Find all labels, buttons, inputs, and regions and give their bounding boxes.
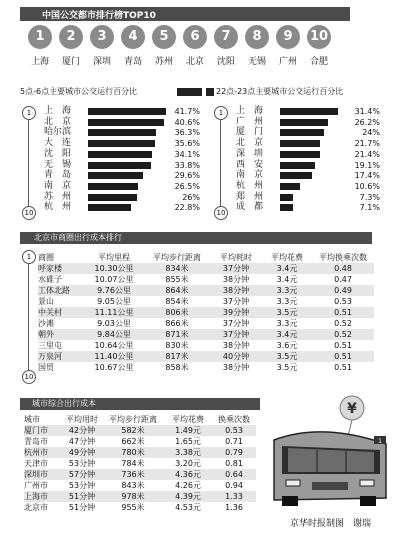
table-cell: 784米 <box>121 459 145 468</box>
table-row <box>24 469 256 480</box>
bar-row <box>44 202 204 213</box>
top10-city <box>148 25 180 67</box>
rank-city-name: 上海 <box>30 57 49 67</box>
table-header-row <box>38 252 374 263</box>
rank-number: 5 <box>152 25 176 49</box>
table-cell: 0.53 <box>225 426 243 435</box>
table-cell: 854米 <box>165 297 189 306</box>
table-cell: 49分钟 <box>68 448 96 457</box>
table-row <box>24 425 256 436</box>
bar-category: 上 海 <box>44 106 72 116</box>
table-row <box>38 285 374 296</box>
beijing-rank-bottom: 10 <box>22 370 36 384</box>
citycost-panel <box>20 398 260 528</box>
bar-value-label: 26% <box>182 192 200 202</box>
table-cell: 3.6元 <box>276 341 298 350</box>
table-cell: 0.79 <box>225 448 243 457</box>
table-header-cell: 平均花费 <box>271 253 303 262</box>
table-cell: 3.4元 <box>276 330 298 339</box>
bar-category: 沈 阳 <box>44 148 72 159</box>
bar <box>280 172 312 179</box>
bar <box>88 172 143 179</box>
top10-city <box>24 25 56 67</box>
table-cell: 景山 <box>38 297 54 306</box>
bar-row <box>236 149 381 160</box>
chart-right-bars <box>236 106 381 216</box>
bar-row <box>44 181 204 192</box>
table-cell: 3.38元 <box>175 448 201 457</box>
table-cell: 国贸 <box>38 363 54 372</box>
table-cell: 呼家楼 <box>38 264 62 273</box>
rank-number: 1 <box>28 25 52 49</box>
bar-row <box>236 181 381 192</box>
bar-row <box>44 149 204 160</box>
rank-city-name: 厦门 <box>61 57 80 67</box>
top10-city <box>117 25 149 67</box>
table-cell: 37分钟 <box>222 264 250 273</box>
bar-row <box>236 192 381 203</box>
citycost-table <box>24 414 256 513</box>
top10-panel <box>20 7 378 91</box>
bar-value-label: 24% <box>362 128 380 138</box>
table-row <box>24 458 256 469</box>
bar-value-label: 26.5% <box>174 181 200 191</box>
table-cell: 1.65元 <box>175 437 201 446</box>
table-cell: 51分钟 <box>68 503 96 512</box>
bar-row <box>44 170 204 181</box>
bar-value-label: 31.4% <box>354 107 380 116</box>
table-cell: 9.84公里 <box>97 330 131 339</box>
bar-value-label: 36.3% <box>174 128 200 138</box>
beijing-title: 北京市商圈出行成本排行 <box>34 233 122 242</box>
table-cell: 3.4元 <box>276 275 298 284</box>
bar-value-label: 10.6% <box>354 181 380 191</box>
table-header-cell: 商圈 <box>38 253 54 262</box>
table-row <box>38 351 374 362</box>
rank-city-name: 无锡 <box>247 57 266 67</box>
table-cell: 4.26元 <box>175 481 201 490</box>
table-cell: 843米 <box>121 481 145 490</box>
rank-number: 7 <box>214 25 238 49</box>
table-cell: 水碓子 <box>38 275 62 284</box>
bar <box>88 183 138 190</box>
table-cell: 青岛市 <box>24 437 48 446</box>
table-cell: 817米 <box>165 352 189 361</box>
bar-row <box>44 160 204 171</box>
bar-row <box>236 170 381 181</box>
table-cell: 0.51 <box>334 308 352 317</box>
table-cell: 3.3元 <box>276 286 298 295</box>
bar-value-label: 21.4% <box>354 149 380 159</box>
table-header-cell: 平均换乘次数 <box>319 253 367 262</box>
bar-category: 哈尔滨 <box>44 127 72 138</box>
top10-city <box>210 25 242 67</box>
subhead-right-bar <box>206 88 214 96</box>
table-header-row <box>24 414 256 425</box>
table-row <box>24 447 256 458</box>
bar <box>280 194 293 201</box>
beijing-panel <box>20 232 378 388</box>
left-rank-top: 1 <box>22 106 36 120</box>
credit-text: 京华时报制图 谢瑞 <box>290 519 372 529</box>
top10-city <box>241 25 273 67</box>
table-cell: 0.64 <box>225 470 243 479</box>
table-header-cell: 城市 <box>24 415 40 424</box>
table-cell: 11.11公里 <box>94 308 134 317</box>
subhead-left <box>20 86 204 98</box>
bus-route-number: 1 <box>378 438 382 445</box>
table-cell: 9.03公里 <box>97 319 131 328</box>
table-cell: 0.51 <box>334 341 352 350</box>
table-cell: 万泉河 <box>38 352 62 361</box>
right-rank-top: 1 <box>214 106 228 120</box>
table-cell: 0.49 <box>334 286 352 295</box>
bar <box>88 108 166 115</box>
bar-category: 南 京 <box>44 180 72 191</box>
table-cell: 42分钟 <box>68 426 96 435</box>
subhead-right <box>206 86 378 98</box>
bar-row <box>236 106 381 117</box>
bar-value-label: 7.3% <box>359 192 380 202</box>
table-cell: 582米 <box>121 426 145 435</box>
table-cell: 38分钟 <box>222 363 250 372</box>
table-cell: 10.64公里 <box>94 341 134 350</box>
bar-category: 青 岛 <box>44 170 72 181</box>
bar-row <box>236 202 381 213</box>
table-cell: 51分钟 <box>68 492 96 501</box>
right-rank-line <box>220 108 221 212</box>
table-row <box>24 502 256 513</box>
table-cell: 866米 <box>165 319 189 328</box>
table-cell: 736米 <box>121 470 145 479</box>
table-row <box>38 296 374 307</box>
table-cell: 37分钟 <box>222 297 250 306</box>
bar <box>280 119 328 126</box>
beijing-rank-top: 1 <box>22 250 36 264</box>
bar <box>88 162 151 169</box>
chart-right-title: 22点-23点主要城市公交运行百分比 <box>216 87 344 96</box>
table-cell: 53分钟 <box>68 459 96 468</box>
bar-row <box>44 127 204 138</box>
table-cell: 3.5元 <box>276 352 298 361</box>
table-header-cell: 平均耗时 <box>220 253 252 262</box>
bar-value-label: 19.1% <box>354 160 380 170</box>
top10-city <box>179 25 211 67</box>
table-cell: 0.81 <box>225 459 243 468</box>
rank-city-name: 广州 <box>278 57 297 67</box>
rank-number: 6 <box>183 25 207 49</box>
rank-city-name: 北京 <box>185 57 204 67</box>
bar <box>88 151 152 158</box>
rank-number: 3 <box>90 25 114 49</box>
table-cell: 39分钟 <box>222 308 250 317</box>
table-header-cell: 平均里程 <box>98 253 130 262</box>
table-cell: 3.3元 <box>276 319 298 328</box>
table-cell: 天津市 <box>24 459 48 468</box>
table-row <box>38 274 374 285</box>
table-cell: 0.53 <box>334 297 352 306</box>
table-cell: 9.76公里 <box>97 286 131 295</box>
table-row <box>24 480 256 491</box>
table-cell: 10.30公里 <box>94 264 134 273</box>
table-cell: 855米 <box>165 275 189 284</box>
table-cell: 53分钟 <box>68 481 96 490</box>
bar-value-label: 26.2% <box>354 117 380 127</box>
table-row <box>38 318 374 329</box>
table-cell: 57分钟 <box>68 470 96 479</box>
table-cell: 4.39元 <box>175 492 201 501</box>
bar-category: 广 州 <box>236 116 264 127</box>
table-cell: 830米 <box>165 341 189 350</box>
table-cell: 9.05公里 <box>97 297 131 306</box>
bar-value-label: 22.8% <box>174 203 200 213</box>
top10-title: 中国公交都市排行榜TOP10 <box>42 11 156 21</box>
bar-category: 无 锡 <box>44 159 72 170</box>
bar-value-label: 33.8% <box>174 160 200 170</box>
table-cell: 0.47 <box>334 275 352 284</box>
table-cell: 11.40公里 <box>94 352 134 361</box>
bar-category: 上 海 <box>236 106 264 116</box>
table-cell: 0.94 <box>225 481 243 490</box>
table-cell: 858米 <box>165 363 189 372</box>
table-row <box>38 340 374 351</box>
rank-city-name: 苏州 <box>154 57 173 67</box>
bar-value-label: 17.4% <box>354 171 380 181</box>
table-cell: 1.49元 <box>175 426 201 435</box>
bar-value-label: 7.1% <box>359 203 380 213</box>
table-cell: 780米 <box>121 448 145 457</box>
table-cell: 38分钟 <box>222 286 250 295</box>
rank-number: 10 <box>307 25 331 49</box>
top10-city-list <box>24 25 380 77</box>
left-rank-line <box>28 108 29 212</box>
table-cell: 10.07公里 <box>94 275 134 284</box>
table-cell: 662米 <box>121 437 145 446</box>
top10-city <box>55 25 87 67</box>
bar <box>280 140 320 147</box>
bar <box>280 183 300 190</box>
left-rank-bottom: 10 <box>22 206 36 220</box>
bar-category: 杭 州 <box>236 180 264 191</box>
chart-left-title: 5点-6点主要城市公交运行百分比 <box>20 87 138 96</box>
table-cell: 0.52 <box>334 330 352 339</box>
table-cell: 上海市 <box>24 492 48 501</box>
rank-city-name: 沈阳 <box>216 57 235 67</box>
table-cell: 38分钟 <box>222 275 250 284</box>
table-cell: 0.51 <box>334 363 352 372</box>
table-cell: 北京市 <box>24 503 48 512</box>
table-cell: 沙滩 <box>38 319 54 328</box>
chart-left-bars <box>44 106 204 216</box>
table-cell: 中关村 <box>38 308 62 317</box>
bar-row <box>44 106 204 117</box>
bar-category: 郑 州 <box>236 191 264 202</box>
table-cell: 4.53元 <box>175 503 201 512</box>
table-row <box>24 491 256 502</box>
bar-category: 厦 门 <box>236 127 264 138</box>
beijing-table <box>38 252 374 373</box>
bar-category: 成 都 <box>236 202 264 213</box>
subhead-left-bar <box>177 88 202 96</box>
table-cell: 4.36元 <box>175 470 201 479</box>
bar-category: 南 京 <box>236 170 264 181</box>
bar <box>88 204 131 211</box>
table-cell: 47分钟 <box>68 437 96 446</box>
table-header-cell: 平均花费 <box>172 415 204 424</box>
bus-icon <box>262 390 396 515</box>
table-cell: 朝外 <box>38 330 54 339</box>
table-cell: 3.20元 <box>175 459 201 468</box>
bar-row <box>236 138 381 149</box>
table-cell: 杭州市 <box>24 448 48 457</box>
bar <box>88 119 164 126</box>
table-cell: 3.4元 <box>276 264 298 273</box>
table-cell: 0.52 <box>334 319 352 328</box>
table-header-cell: 平均步行距离 <box>153 253 201 262</box>
top10-city <box>86 25 118 67</box>
table-cell: 864米 <box>165 286 189 295</box>
table-cell: 40分钟 <box>222 352 250 361</box>
bar-value-label: 21.7% <box>354 139 380 149</box>
table-cell: 10.67公里 <box>94 363 134 372</box>
bar-category: 深 圳 <box>236 148 264 159</box>
table-cell: 3.5元 <box>276 308 298 317</box>
table-row <box>38 362 374 373</box>
table-cell: 深圳市 <box>24 470 48 479</box>
table-cell: 三里屯 <box>38 341 62 350</box>
table-cell: 978米 <box>121 492 145 501</box>
bar-value-label: 35.6% <box>174 139 200 149</box>
bar <box>280 162 315 169</box>
table-cell: 38分钟 <box>222 341 250 350</box>
table-cell: 834米 <box>165 264 189 273</box>
citycost-title: 城市综合出行成本 <box>32 399 96 408</box>
bar <box>88 194 137 201</box>
bar-value-label: 34.1% <box>174 149 200 159</box>
rank-number: 8 <box>245 25 269 49</box>
bar <box>280 151 320 158</box>
bar-category: 北 京 <box>236 138 264 149</box>
table-row <box>38 307 374 318</box>
bar <box>280 129 324 136</box>
bar-row <box>44 192 204 203</box>
table-cell: 0.71 <box>225 437 243 446</box>
table-cell: 广州市 <box>24 481 48 490</box>
table-cell: 806米 <box>165 308 189 317</box>
rank-city-name: 合肥 <box>309 57 328 67</box>
bar-category: 杭 州 <box>44 202 72 213</box>
table-cell: 3.3元 <box>276 297 298 306</box>
rank-number: 2 <box>59 25 83 49</box>
bar-category: 大 连 <box>44 138 72 149</box>
rank-city-name: 深圳 <box>92 57 111 67</box>
bar-value-label: 41.7% <box>174 107 200 116</box>
right-rank-bottom: 10 <box>214 206 228 220</box>
rank-number: 9 <box>276 25 300 49</box>
bar-row <box>236 160 381 171</box>
yen-symbol: ¥ <box>347 401 357 417</box>
bar <box>88 140 155 147</box>
table-cell: 3.5元 <box>276 363 298 372</box>
table-cell: 0.51 <box>334 352 352 361</box>
table-cell: 1.33 <box>225 492 243 501</box>
bar <box>280 204 293 211</box>
bar-row <box>44 138 204 149</box>
table-cell: 37分钟 <box>222 330 250 339</box>
rank-city-name: 青岛 <box>123 57 142 67</box>
table-header-cell: 平均步行距离 <box>109 415 157 424</box>
table-row <box>38 263 374 274</box>
table-header-cell: 平均用时 <box>66 415 98 424</box>
bar-category: 北 京 <box>44 116 72 127</box>
table-cell: 955米 <box>121 503 145 512</box>
bar <box>280 108 338 115</box>
bar-row <box>236 127 381 138</box>
bar-value-label: 29.6% <box>174 171 200 181</box>
bar-category: 苏 州 <box>44 191 72 202</box>
bar-value-label: 40.6% <box>174 117 200 127</box>
table-cell: 厦门市 <box>24 426 48 435</box>
table-row <box>38 329 374 340</box>
table-row <box>24 436 256 447</box>
table-cell: 871米 <box>165 330 189 339</box>
top10-city <box>272 25 304 67</box>
bar-panel <box>20 84 378 224</box>
table-header-cell: 换乘次数 <box>218 415 250 424</box>
bar-category: 西 安 <box>236 159 264 170</box>
rank-number: 4 <box>121 25 145 49</box>
table-cell: 工体北路 <box>38 286 70 295</box>
table-cell: 37分钟 <box>222 319 250 328</box>
table-cell: 1.36 <box>225 503 243 512</box>
bus-illustration <box>262 390 396 515</box>
bar <box>88 129 156 136</box>
top10-city <box>303 25 335 67</box>
beijing-rank-line <box>28 252 29 376</box>
table-cell: 0.48 <box>334 264 352 273</box>
